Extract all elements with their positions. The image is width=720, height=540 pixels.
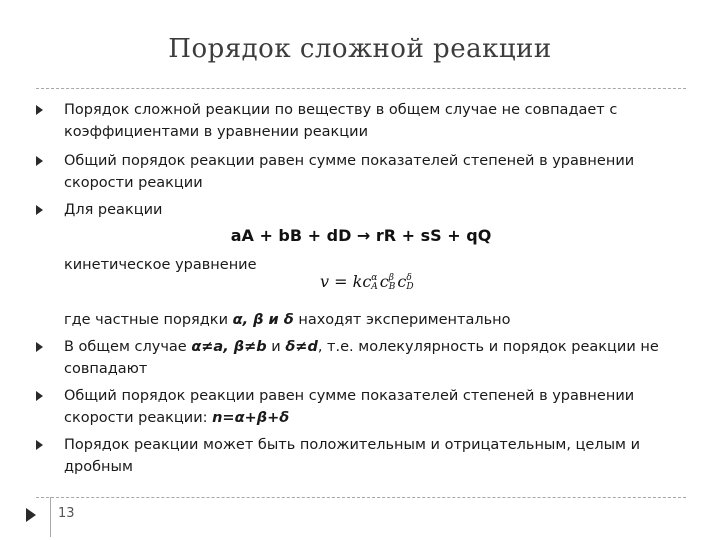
bullet-arrow-icon [36, 391, 43, 401]
bullet-4-prefix: В общем случае [64, 339, 192, 355]
bullet-arrow-icon [36, 156, 43, 166]
bullet-4-cond2: δ≠d [285, 339, 318, 355]
bullet-6-text [64, 434, 674, 478]
partial-orders-note [64, 309, 674, 331]
note-suffix: находят экспериментально [293, 312, 511, 328]
rate-c1: c [362, 272, 372, 291]
rate-c2: c [379, 272, 389, 291]
bullet-4-cond: α≠a, β≠b [191, 339, 267, 355]
bottom-divider [36, 497, 686, 498]
reaction-equation-text: aA + bB + dD → rR + sS + qQ [230, 226, 492, 245]
bullet-arrow-icon [36, 205, 43, 215]
bullet-1-line-1: Порядок сложной реакции по веществу в общем случае не совпадает с [64, 102, 618, 118]
bullet-4-text [64, 336, 674, 380]
bullet-5-line-1: Общий порядок реакции равен сумме показателей степеней в уравнении [64, 388, 635, 404]
rate-c3-sup: δ [406, 272, 412, 283]
reaction-equation [0, 226, 720, 245]
bullet-5-prefix: скорости реакции: [64, 410, 213, 426]
rate-equation [320, 272, 416, 292]
bullet-4-and: и [266, 339, 286, 355]
bullet-arrow-icon [36, 105, 43, 115]
bullet-6-line-1: Порядок реакции может быть положительным и отрицательным, целым и [64, 437, 641, 453]
rate-c3-sub: D [406, 281, 414, 292]
bullet-1-text [64, 99, 674, 143]
rate-c2-indices [389, 274, 396, 292]
bullet-arrow-icon [36, 342, 43, 352]
rate-c3-indices [406, 274, 413, 292]
footer-divider [50, 497, 51, 537]
rate-c3: c [397, 272, 407, 291]
rate-lhs: v [320, 272, 330, 291]
bullet-4-suffix: , т.е. молекулярность и порядок реакции не [317, 339, 659, 355]
rate-c2-sub: B [388, 281, 396, 292]
kinetic-equation-label: кинетическое уравнение [64, 257, 257, 273]
bullet-1-line-2: коэффициентами в уравнении реакции [64, 124, 368, 140]
bullet-5-text [64, 385, 674, 429]
slide-title: Порядок сложной реакции [168, 34, 552, 64]
bullet-2-line-1: Общий порядок реакции равен сумме показателей степеней в уравнении [64, 153, 635, 169]
bullet-2-text [64, 150, 674, 194]
bullet-4-line-1 [64, 336, 674, 358]
rate-c1-indices [371, 274, 378, 292]
rate-constant: k [352, 272, 363, 291]
bullet-5-formula: n=α+β+δ [212, 410, 290, 426]
rate-c1-sup: α [371, 272, 378, 283]
bullet-2-line-2: скорости реакции [64, 175, 203, 191]
bullet-6-line-2: дробным [64, 459, 133, 475]
note-prefix: где частные порядки [64, 312, 233, 328]
bullet-5-line-2 [64, 407, 674, 429]
page-number: 13 [58, 506, 75, 521]
top-divider [36, 88, 686, 89]
note-orders: α, β и δ [232, 312, 294, 328]
bullet-arrow-icon [36, 440, 43, 450]
rate-eq-sign: = [329, 272, 353, 291]
rate-c2-sup: β [388, 272, 394, 283]
bullet-3-text [64, 199, 674, 221]
footer-arrow-icon [26, 508, 36, 522]
bullet-4-line-2: совпадают [64, 361, 148, 377]
rate-c1-sub: A [371, 281, 378, 292]
bullet-3-line-1: Для реакции [64, 202, 163, 218]
